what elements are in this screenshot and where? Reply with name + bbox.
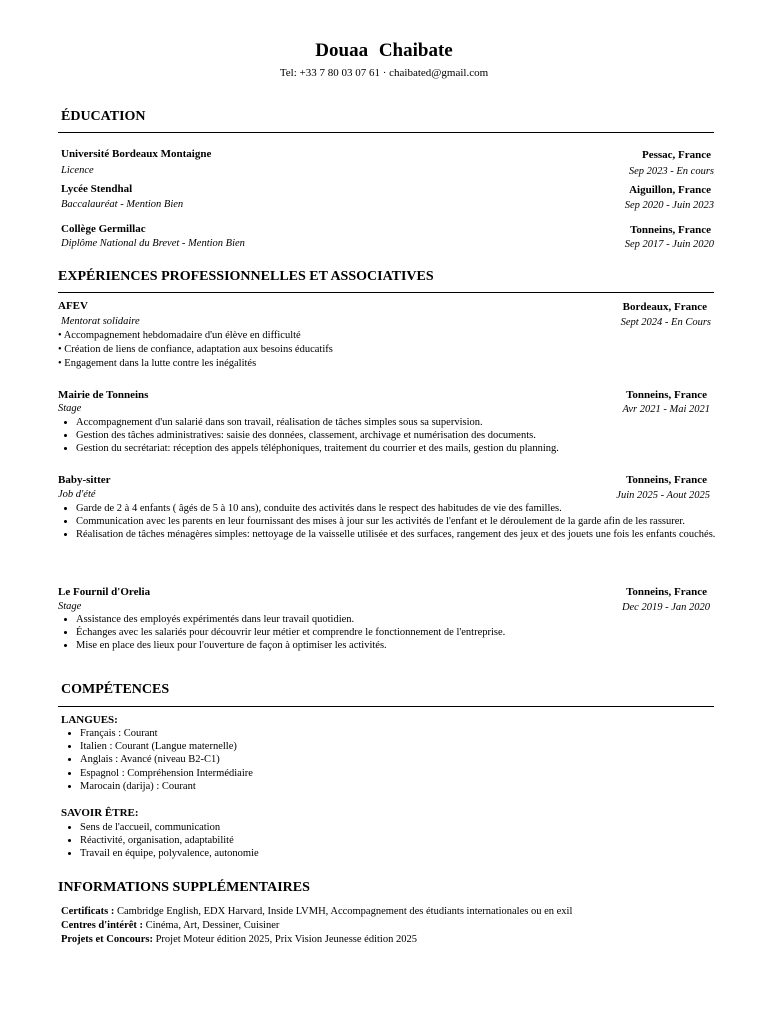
education-degree: Baccalauréat - Mention Bien (61, 199, 184, 210)
experience-bullet: • Réalisation de tâches ménagères simples: nettoyage de la vaisselle utilisée et des surfaces, rangement des jeux et des jouets une fois les enfants couchés. (76, 528, 732, 541)
education-degree: Licence (61, 165, 94, 176)
experience-location: Tonneins, France (626, 389, 707, 401)
soft-skill-item: • Sens de l'accueil, communication (80, 821, 480, 834)
experience-location: Tonneins, France (626, 474, 707, 486)
experience-location: Bordeaux, France (622, 301, 707, 313)
language-item: • Italien : Courant (Langue maternelle) (80, 740, 480, 753)
experience-org: Mairie de Tonneins (58, 389, 149, 401)
experience-role: Mentorat solidaire (61, 316, 140, 327)
education-school: Université Bordeaux Montaigne (61, 148, 212, 160)
experience-dates: Avr 2021 - Mai 2021 (622, 404, 710, 415)
section-divider (58, 292, 714, 293)
info-text: Cambridge English, EDX Harvard, Inside LVMH, Accompagnement des étudiants internationales ou en exil (114, 906, 573, 917)
soft-skills-heading: SAVOIR ÊTRE: (61, 807, 139, 819)
section-divider (58, 706, 714, 707)
education-location: Pessac, France (641, 149, 711, 161)
education-location: Aiguillon, France (629, 184, 711, 196)
experience-bullet: • Garde de 2 à 4 enfants ( âgés de 5 à 10 ans), conduite des activités dans le respect des habitudes de vie des familles. (76, 502, 732, 515)
education-dates: Sep 2017 - Juin 2020 (624, 239, 714, 250)
experience-bullet: • Gestion des tâches administratives: saisie des données, classement, archivage et numérisation des documents. (76, 429, 726, 442)
info-line-certificates (61, 906, 572, 917)
experience-bullet: • Création de liens de confiance, adaptation aux besoins éducatifs (58, 344, 333, 355)
section-title-additional: INFORMATIONS SUPPLÉMENTAIRES (58, 880, 310, 895)
education-school: Collège Germillac (61, 223, 146, 235)
soft-skill-item: • Travail en équipe, polyvalence, autonomie (80, 847, 480, 860)
languages-list (62, 727, 480, 793)
experience-role: Stage (58, 601, 82, 612)
info-label: Projets et Concours: (61, 934, 153, 945)
experience-org: Le Fournil d'Orelia (58, 586, 151, 598)
candidate-name: Douaa Chaibate (315, 40, 453, 61)
education-degree: Diplôme National du Brevet - Mention Bien (61, 238, 245, 249)
section-title-education: ÉDUCATION (61, 109, 146, 124)
language-item: • Anglais : Avancé (niveau B2-C1) (80, 753, 480, 766)
info-text: Projet Moteur édition 2025, Prix Vision Jeunesse édition 2025 (152, 934, 417, 945)
experience-location: Tonneins, France (626, 586, 707, 598)
experience-role: Stage (58, 403, 82, 414)
experience-bullet-list (58, 416, 726, 456)
education-school: Lycée Stendhal (61, 183, 133, 195)
experience-org: Baby-sitter (58, 474, 111, 486)
experience-bullet: • Engagement dans la lutte contre les inégalités (58, 358, 257, 369)
experience-bullet: • Gestion du secrétariat: réception des appels téléphoniques, traitement du courrier et des mails, gestion du planning. (76, 442, 726, 455)
soft-skills-list (62, 821, 480, 861)
education-dates: Sep 2020 - Juin 2023 (624, 200, 714, 211)
section-title-experience: EXPÉRIENCES PROFESSIONNELLES ET ASSOCIATIVES (58, 269, 434, 284)
experience-dates: Juin 2025 - Aout 2025 (616, 490, 710, 501)
experience-bullet: • Accompagnement hebdomadaire d'un élève en difficulté (58, 330, 301, 341)
experience-dates: Dec 2019 - Jan 2020 (621, 602, 710, 613)
experience-bullet: • Communication avec les parents en leur fournissant des mises à jour sur les activités de l'enfant et le déroulement de la garde afin de les rassurer. (76, 515, 732, 528)
contact-info: Tel: +33 7 80 03 07 61 · chaibated@gmail.com (279, 67, 489, 79)
info-text: Cinéma, Art, Dessiner, Cuisiner (143, 920, 280, 931)
language-item: • Marocain (darija) : Courant (80, 780, 480, 793)
language-item: • Espagnol : Compréhension Intermédiaire (80, 767, 480, 780)
soft-skill-item: • Réactivité, organisation, adaptabilité (80, 834, 480, 847)
experience-bullet: • Mise en place des lieux pour l'ouverture de façon à optimiser les activités. (76, 639, 726, 652)
section-title-skills: COMPÉTENCES (61, 682, 170, 697)
experience-bullet-list (58, 613, 726, 653)
experience-org: AFEV (58, 300, 88, 312)
section-divider (58, 132, 714, 133)
info-line-projects (61, 934, 417, 945)
languages-heading: LANGUES: (61, 714, 118, 726)
language-item: • Français : Courant (80, 727, 480, 740)
experience-bullet: • Accompagnement d'un salarié dans son travail, réalisation de tâches simples sous sa supervision. (76, 416, 726, 429)
education-dates: Sep 2023 - En cours (628, 166, 714, 177)
experience-bullet: • Assistance des employés expérimentés dans leur travail quotidien. (76, 613, 726, 626)
info-line-interests (61, 920, 279, 931)
experience-role: Job d'été (58, 489, 96, 500)
education-location: Tonneins, France (630, 224, 711, 236)
info-label: Centres d'intérêt : (61, 920, 144, 931)
experience-bullet-list (58, 502, 732, 542)
experience-dates: Sept 2024 - En Cours (620, 317, 711, 328)
info-label: Certificats : (61, 906, 115, 917)
experience-bullet: • Échanges avec les salariés pour découvrir leur métier et comprendre le fonctionnement de l'entreprise. (76, 626, 726, 639)
